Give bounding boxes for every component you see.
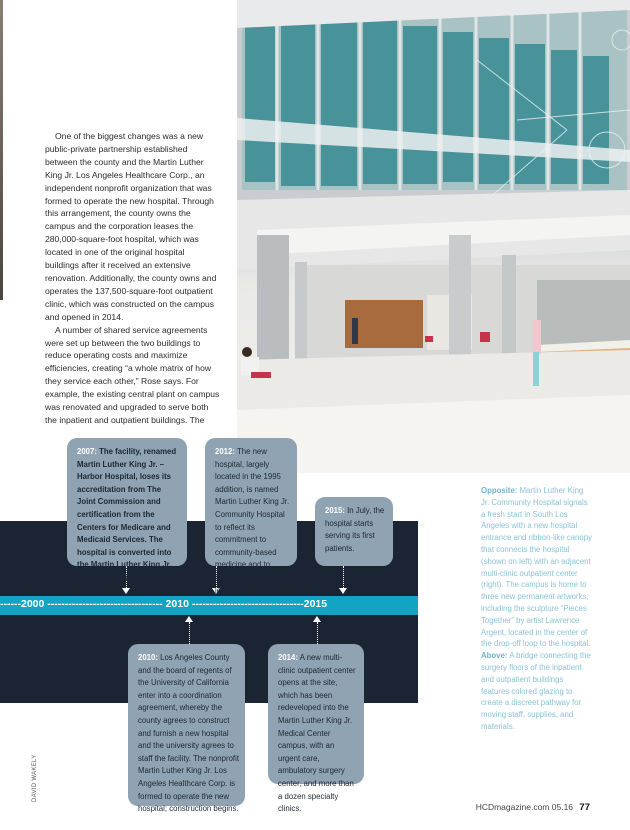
event-text: A new multi-clinic outpatient center opens at the site, which has been redeveloped into the Martin Luther King Jr. Medical Center campus, with an urgent care, ambulatory surgery center, and more than a dozen specialty clinics.: [278, 653, 356, 814]
caption-lead-opposite: Opposite:: [481, 486, 518, 495]
connector-2014: [317, 622, 318, 644]
connector-2010: [189, 622, 190, 644]
page-folio: [476, 802, 590, 813]
timeline-event-2007: [67, 438, 187, 582]
photo-caption: [481, 485, 593, 733]
event-text: The new hospital, largely located in the 1995 addition, is named Martin Luther King Jr. Community Hospital to reflect its commitment to community-based medicine and to honor the civil rights leader.: [215, 447, 290, 595]
event-year: 2010:: [138, 653, 158, 662]
lobby-illustration: [237, 0, 630, 473]
body-paragraph-2: A number of shared service agreements were set up between the two buildings to reduce operating costs and maximize efficiencies, creating “a whole matrix of how they service each other,” Rose says. For example, the existing central plant on campus was renovated and upgraded to serve both the inpatient and outpatient buildings. The: [45, 324, 220, 425]
hospital-lobby-photo: [237, 0, 630, 473]
timeline-event-2014: [268, 644, 364, 814]
event-year: 2012:: [215, 447, 235, 456]
event-year: 2015:: [325, 506, 345, 515]
event-year: 2014:: [278, 653, 298, 662]
folio-site: HCDmagazine.com: [475, 802, 550, 812]
article-body: [45, 130, 220, 427]
caption-lead-above: Above:: [481, 651, 508, 661]
timeline-axis-labels: ------2000 --------------------------------- 2010 --------------------------------2015: [0, 598, 328, 610]
timeline-event-2010: [128, 644, 245, 814]
event-year: 2007:: [77, 447, 97, 456]
body-paragraph-1: One of the biggest changes was a new public-private partnership established between the county and the Martin Luther King Jr. Los Angeles Healthcare Corp., an independent nonprofit organization that was formed to operate the new hospital. Through this arrangement, the county owns the campus and the corporation leases the 280,000-square-foot hospital, which was located in one of the original hospital buildings after it received an extensive renovation. Additionally, the county owns and operates the 137,500-square-foot outpatient clinic, which was constructed on the campus and opened in 2014.: [45, 131, 217, 322]
timeline-years: [0, 598, 418, 613]
event-text: Los Angeles County and the board of regents of the University of California enter into a coordination agreement, whereby the county agrees to construct and furnish a new hospital and the university agrees to staff the facility. The nonprofit Martin Luther King Jr. Los Angeles Healthcare Corp. is formed to operate the new hospital; construction begins.: [138, 653, 239, 814]
adjacent-photo-edge: [0, 0, 3, 300]
event-text: The facility, renamed Martin Luther King Jr. – Harbor Hospital, loses its accreditation from The Joint Commission and certification from the Centers for Medicare and Medicaid Services. The hospital is converted into the Martin Luther King Jr. Outpatient Center.: [77, 447, 177, 582]
event-text: In July, the hospital starts serving its first patients.: [325, 506, 385, 553]
caption-text-above: A bridge connecting the surgery floors of the inpatient and outpatient buildings features colored glazing to create a discreet pathway for moving staff, supplies, and materials.: [481, 651, 591, 731]
marker-2007: [122, 588, 130, 594]
timeline-event-2012: [205, 438, 297, 595]
caption-text-opposite: Martin Luther King Jr. Community Hospital signals a fresh start in South Los Angeles with a new hospital entrance and ribbon-like canopy that connects the hospital (shown on left) with an adjacent multi-clinic outpatient center (right). The campus is home to three new permanent artworks, including the sculpture “Pieces Together” by artist Lawrence Argent, located in the center of the drop-off loop to the hospital.: [481, 486, 592, 649]
photo-credit: DAVID WAKELY: [32, 754, 38, 802]
marker-2015: [339, 588, 347, 594]
folio-issue: 05.16: [551, 802, 574, 812]
page-number: 77: [579, 802, 590, 813]
timeline-event-2015: [315, 497, 393, 566]
